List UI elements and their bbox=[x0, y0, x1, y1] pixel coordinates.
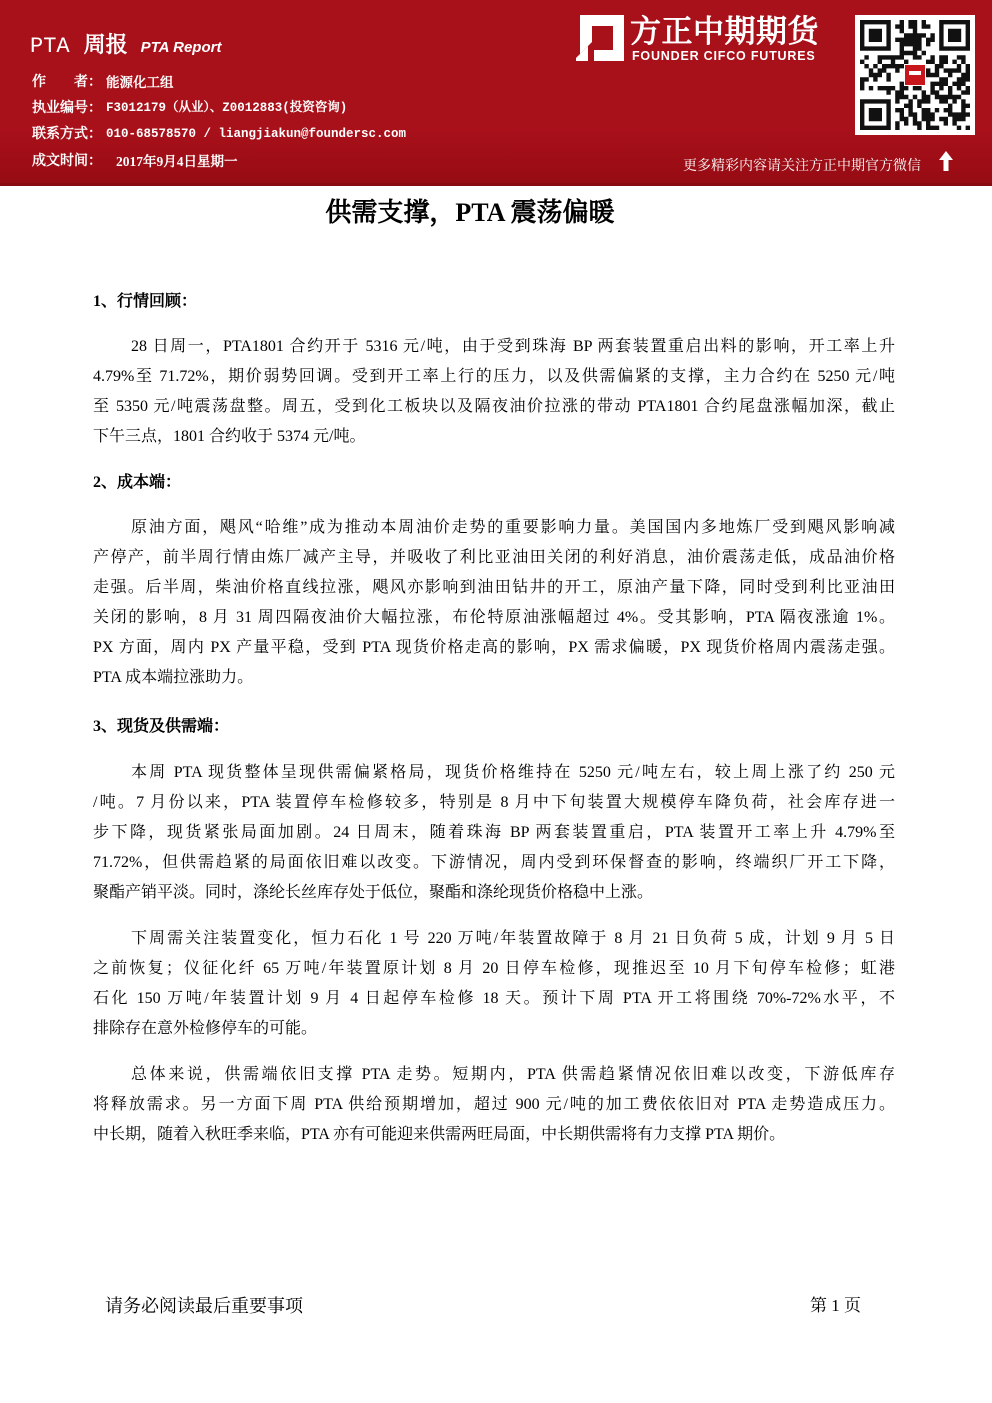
report-header bbox=[0, 0, 992, 186]
text-line: 4.79%至 71.72%，期价弱势回调。受到开工率上行的压力，以及供需偏紧的支撑，主力合约在 5250 元/吨 bbox=[93, 368, 895, 385]
paragraph-summary bbox=[93, 1060, 895, 1150]
report-code: PTA bbox=[30, 34, 70, 59]
text-line: 将释放需求。另一方面下周 PTA 供给预期增加，超过 900 元/吨的加工费依依旧对 PTA 走势造成压力。 bbox=[93, 1096, 895, 1113]
meta-value: 能源化工组 bbox=[106, 75, 174, 90]
brand-name-en: FOUNDER CIFCO FUTURES bbox=[632, 49, 816, 63]
meta-value: 2017年9月4日星期一 bbox=[116, 154, 238, 169]
meta-date bbox=[32, 153, 238, 170]
text-line: 原油方面，飓风“哈维”成为推动本周油价走势的重要影响力量。美国国内多地炼厂受到飓风影响减 bbox=[131, 519, 895, 536]
text-line: 石化 150 万吨/年装置计划 9 月 4 日起停车检修 18 天。预计下周 PTA 开工将围绕 70%-72%水平，不 bbox=[93, 990, 895, 1007]
report-title bbox=[30, 28, 221, 58]
text-line: 中长期，随着入秋旺季来临，PTA 亦有可能迎来供需两旺局面，中长期供需将有力支撑 PTA 期价。 bbox=[93, 1126, 786, 1143]
meta-label: 执业编号： bbox=[32, 101, 102, 116]
qr-code-icon bbox=[855, 15, 975, 135]
section-heading-cost: 2、成本端： bbox=[93, 474, 182, 491]
paragraph-spot bbox=[93, 758, 895, 908]
up-arrow-icon bbox=[938, 150, 954, 172]
section-heading-spot-supply-demand: 3、现货及供需端： bbox=[93, 718, 230, 735]
text-line: 步下降，现货紧张局面加剧。24 日周末，随着珠海 BP 两套装置重启，PTA 装置开工率上升 4.79%至 bbox=[93, 824, 895, 841]
text-line: 28 日周一，PTA1801 合约开于 5316 元/吨，由于受到珠海 BP 两套装置重启出料的影响，开工率上升 bbox=[131, 338, 895, 355]
text-line: PX 方面，周内 PX 产量平稳，受到 PTA 现货价格走高的影响，PX 需求偏暖，PX 现货价格周内震荡走强。 bbox=[93, 639, 895, 656]
meta-label: 联系方式： bbox=[32, 127, 102, 142]
text-line: 排除存在意外检修停车的可能。 bbox=[93, 1020, 318, 1037]
text-line: 之前恢复；仪征化纤 65 万吨/年装置原计划 8 月 20 日停车检修，现推迟至 10 月下旬停车检修；虹港 bbox=[93, 960, 895, 977]
meta-contact bbox=[32, 126, 406, 143]
founder-logo-icon bbox=[572, 12, 628, 64]
report-english-title: PTA Report bbox=[140, 39, 222, 56]
footer-notice: 请务必阅读最后重要事项 bbox=[105, 1296, 303, 1316]
qr-code-graphic bbox=[855, 15, 975, 135]
text-line: 下周需关注装置变化，恒力石化 1 号 220 万吨/年装置故障于 8 月 21 日负荷 5 成，计划 9 月 5 日 bbox=[131, 930, 895, 947]
meta-author bbox=[32, 74, 174, 91]
text-line: 本周 PTA 现货整体呈现供需偏紧格局，现货价格维持在 5250 元/吨左右，较上周上涨了约 250 元 bbox=[131, 764, 895, 781]
text-line: 关闭的影响，8 月 31 周四隔夜油价大幅拉涨，布伦特原油涨幅超过 4%。受其影响，PTA 隔夜涨逾 1%。 bbox=[93, 609, 895, 626]
text-line: 总体来说，供需端依旧支撑 PTA 走势。短期内，PTA 供需趋紧情况依旧难以改变，下游低库存 bbox=[131, 1066, 895, 1083]
header-bottom-edge bbox=[0, 183, 992, 186]
text-line: 71.72%，但供需趋紧的局面依旧难以改变。下游情况，周内受到环保督查的影响，终端织厂开工下降， bbox=[93, 854, 895, 871]
meta-label: 作 者： bbox=[32, 75, 102, 90]
section-heading-market-review: 1、行情回顾： bbox=[93, 293, 198, 310]
meta-value: 010-68578570 / liangjiakun@foundersc.com bbox=[106, 127, 407, 141]
text-line: 下午三点，1801 合约收于 5374 元/吨。 bbox=[93, 428, 366, 445]
report-type: 周报 bbox=[83, 32, 128, 57]
page-number: 第 1 页 bbox=[810, 1296, 861, 1315]
wechat-note: 更多精彩内容请关注方正中期官方微信 bbox=[683, 157, 921, 173]
meta-label: 成文时间： bbox=[32, 154, 102, 169]
text-line: 走强。后半周，柴油价格直线拉涨，飓风亦影响到油田钻井的开工，原油产量下降，同时受到利比亚油田 bbox=[93, 579, 895, 596]
text-line: 聚酯产销平淡。同时，涤纶长丝库存处于低位，聚酯和涤纶现货价格稳中上涨。 bbox=[93, 884, 654, 901]
meta-license bbox=[32, 100, 347, 117]
meta-value: F3012179（从业）、Z0012883(投资咨询) bbox=[106, 101, 348, 115]
text-line: /吨。7 月份以来，PTA 装置停车检修较多，特别是 8 月中下旬装置大规模停车降负荷，社会库存进一 bbox=[93, 794, 895, 811]
text-line: PTA 成本端拉涨助力。 bbox=[93, 669, 254, 686]
paragraph-plant-changes bbox=[93, 924, 895, 1044]
paragraph-cost bbox=[93, 513, 895, 693]
qr-center-logo-mark bbox=[909, 71, 921, 75]
text-line: 产停产，前半周行情由炼厂减产主导，并吸收了利比亚油田关闭的利好消息，油价震荡走低，成品油价格 bbox=[93, 549, 895, 566]
brand-name-cn: 方正中期期货 bbox=[630, 14, 819, 49]
text-line: 至 5350 元/吨震荡盘整。周五，受到化工板块以及隔夜油价拉涨的带动 PTA1801 合约尾盘涨幅加深，截止 bbox=[93, 398, 895, 415]
paragraph-market-review bbox=[93, 332, 895, 452]
document-title: 供需支撑，PTA 震荡偏暖 bbox=[325, 198, 615, 227]
